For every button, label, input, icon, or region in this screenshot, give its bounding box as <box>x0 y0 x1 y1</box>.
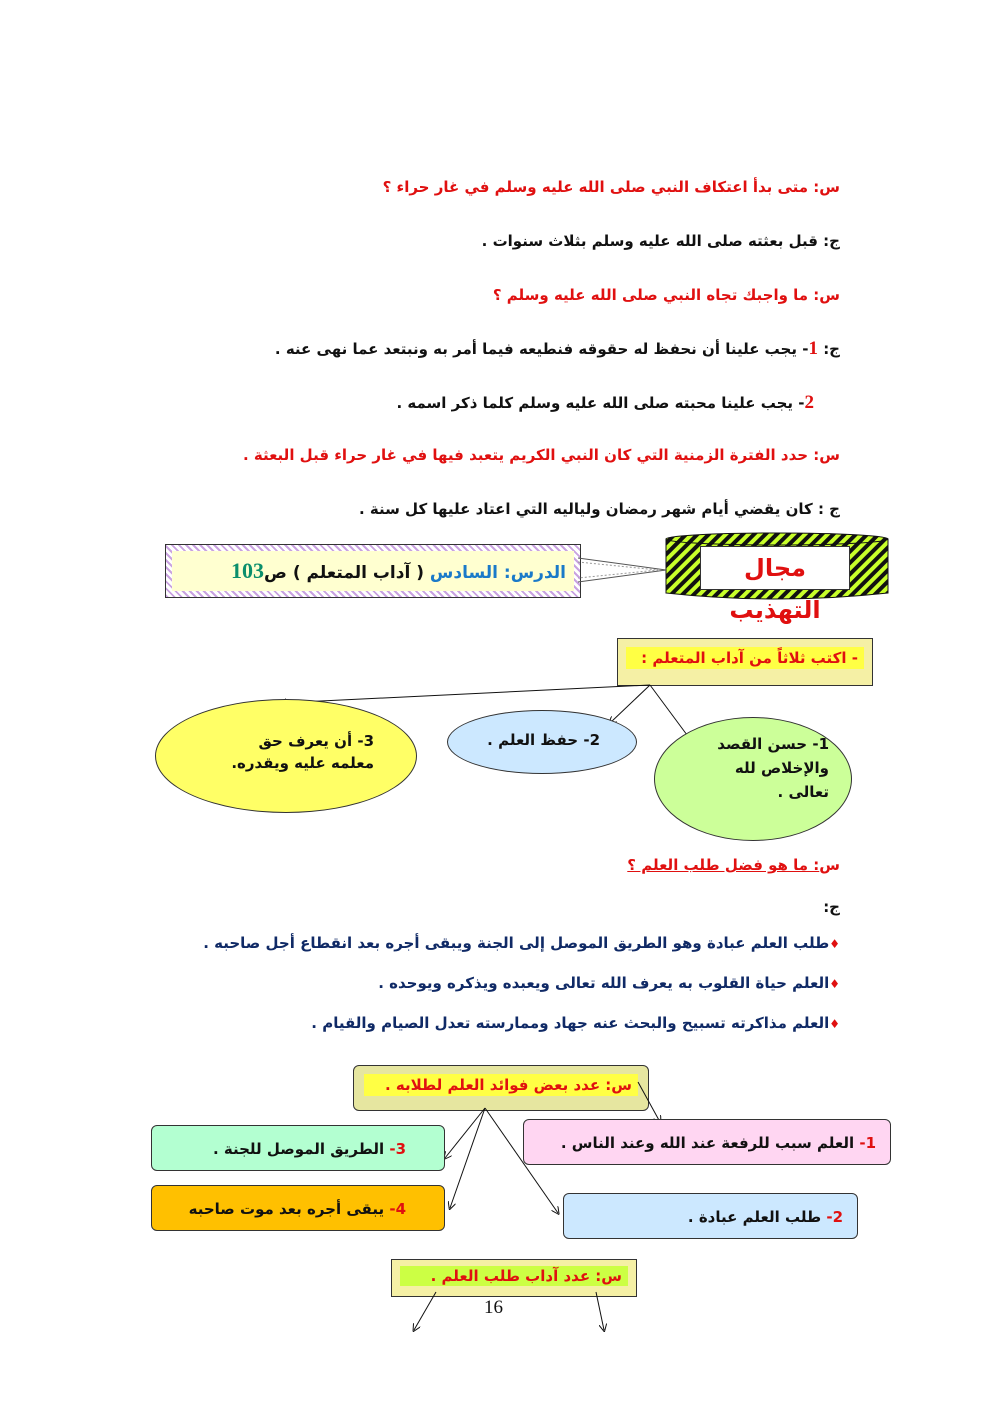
benefit-2-number: 2- <box>826 1208 843 1226</box>
benefit-4-box <box>151 1185 445 1231</box>
manner-3-text: أن يعرف حق معلمه عليه ويقدره. <box>231 732 374 772</box>
manners-prompt-box <box>617 638 873 686</box>
benefit-3-number: 3- <box>389 1140 406 1158</box>
manner-1-ellipse <box>654 717 852 841</box>
virtue-answer-label: ج: <box>823 898 840 916</box>
diamond-bullet-icon: ♦ <box>829 937 840 951</box>
manner-3-number: 3- <box>357 732 374 750</box>
virtue-question-prefix: س <box>819 856 840 874</box>
benefit-3-box <box>151 1125 445 1171</box>
etiquette-arrows <box>400 1290 620 1336</box>
benefits-question: س: عدد بعض فوائد العلم لطلابه . <box>364 1074 638 1096</box>
virtue-point-2 <box>378 974 840 992</box>
manner-2-ellipse <box>447 710 637 774</box>
question-3: س: حدد الفترة الزمنية التي كان النبي الكريم يتعبد فيها في غار حراء قبل البعثة . <box>242 446 840 464</box>
manner-1-text: حسن القصد والإخلاص لله تعالى . <box>717 735 829 801</box>
virtue-question <box>627 856 840 874</box>
benefit-4-number: 4- <box>389 1200 406 1218</box>
page-number: 16 <box>484 1297 503 1318</box>
lesson-name: ( آداب المتعلم ) ص <box>264 563 430 583</box>
banner-connector <box>578 556 670 586</box>
manner-3-ellipse <box>155 699 417 813</box>
benefit-1-box <box>523 1119 891 1165</box>
answer-number-1: 1 <box>808 338 818 359</box>
answer-number-2: 2 <box>804 392 814 413</box>
answer-prefix: ج: <box>823 340 840 358</box>
lesson-title <box>172 551 574 591</box>
answer-2-line-2 <box>396 392 814 414</box>
benefit-2-box <box>563 1193 858 1239</box>
lesson-number: الدرس: السادس <box>429 563 566 583</box>
manners-prompt: - اكتب ثلاثاً من آداب المتعلم : <box>626 647 864 669</box>
question-2: س: ما واجبك تجاه النبي صلى الله عليه وسلم ؟ <box>492 286 840 304</box>
benefit-1-text: العلم سبب للرفعة عند الله وعند الناس . <box>560 1134 855 1152</box>
virtue-point-3 <box>311 1014 840 1032</box>
virtue-point-text: طلب العلم عبادة وهو الطريق الموصل إلى الجنة ويبقى أجره بعد انقطاع أجل صاحبه . <box>203 934 830 952</box>
virtue-question-text: : ما هو فضل طلب العلم ؟ <box>627 856 820 874</box>
answer-1: ج: قبل بعثته صلى الله عليه وسلم بثلاث سنوات . <box>481 232 840 250</box>
answer-2-line-1 <box>275 338 840 360</box>
manner-2-text: حفظ العلم . <box>487 731 579 749</box>
manner-2-number: 2- <box>583 731 600 749</box>
manner-1-number: 1- <box>812 735 829 753</box>
diamond-bullet-icon: ♦ <box>829 977 840 991</box>
answer-3: ج : كان يقضي أيام شهر رمضان ولياليه التي اعتاد عليها كل سنة . <box>358 500 840 518</box>
field-title: مجال التهذيب <box>700 546 850 590</box>
answer-text-1: - يجب علينا أن نحفظ له حقوقه فنطيعه فيما أمر به ونبتعد عما نهى عنه . <box>274 340 809 358</box>
virtue-point-1 <box>203 934 840 952</box>
benefit-3-text: الطريق الموصل للجنة . <box>212 1140 385 1158</box>
answer-text-2: - يجب علينا محبته صلى الله عليه وسلم كلما ذكر اسمه . <box>396 394 805 412</box>
etiquette-question: س: عدد آداب طلب العلم . <box>400 1266 628 1286</box>
diamond-bullet-icon: ♦ <box>829 1017 840 1031</box>
lesson-banner <box>165 544 581 598</box>
benefit-1-number: 1- <box>859 1134 876 1152</box>
lesson-page: 103 <box>231 558 265 583</box>
benefit-4-text: يبقى أجره بعد موت صاحبه <box>188 1200 385 1218</box>
virtue-point-text: العلم مذاكرته تسبيح والبحث عنه جهاد وممارسته تعدل الصيام والقيام . <box>311 1014 830 1032</box>
virtue-point-text: العلم حياة القلوب به يعرف الله تعالى ويعبده ويذكره ويوحده . <box>378 974 830 992</box>
benefit-2-text: طلب العلم عبادة . <box>687 1208 822 1226</box>
question-1: س: متى بدأ اعتكاف النبي صلى الله عليه وسلم في غار حراء ؟ <box>382 178 840 196</box>
